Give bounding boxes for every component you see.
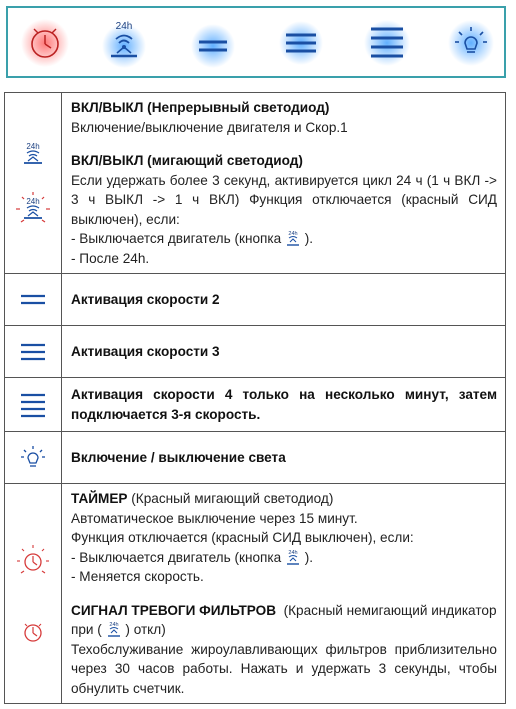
timer-button[interactable] [20, 18, 70, 68]
svg-text:24h: 24h [115, 21, 133, 32]
svg-text:24h: 24h [26, 197, 40, 206]
timer-title: ТАЙМЕР [71, 491, 128, 506]
filter-alarm-title: СИГНАЛ ТРЕВОГИ ФИЛЬТРОВ [71, 602, 277, 618]
timer-icon [20, 18, 70, 68]
svg-text:24h: 24h [288, 231, 298, 237]
motor-24h-blinking-icon [13, 191, 53, 225]
filter-alarm-condition: при ( 24h ) откл) [71, 622, 166, 637]
filter-alarm-text: Техобслуживание жироулавливающих фильтров приблизительно через 30 часов работы. Нажать и удержать 3 секунды, чтобы обнулить счетчик. [71, 641, 497, 696]
motor-24h-button[interactable] [99, 18, 149, 68]
speed4-button[interactable] [362, 18, 412, 68]
onoff-blinking-text: Если удержать более 3 секунд, активируется цикл 24 ч (1 ч ВКЛ -> 3 ч ВЫКЛ -> 1 ч ВКЛ) Функция отключается (красный СИД выключен), если: [71, 172, 497, 227]
timer-icon [21, 620, 45, 644]
speed4-text: Активация скорости 4 только на несколько минут, затем подключается 3-я скорость. [71, 387, 497, 422]
table-row-speed2 [5, 274, 506, 326]
motor-24h-icon [20, 141, 46, 165]
table-row-timer [5, 484, 506, 704]
timer-condition-1: - Выключается двигатель (кнопка 24h ). [71, 549, 314, 565]
onoff-text: Включение/выключение двигателя и Скор.1 [71, 119, 348, 135]
speed2-icon [188, 18, 238, 68]
svg-text:24h: 24h [26, 142, 40, 151]
speed3-icon [276, 18, 326, 68]
motor-24h-inline-icon [285, 229, 301, 247]
onoff-title: ВКЛ/ВЫКЛ (Непрерывный светодиод) [71, 100, 330, 115]
table-row-onoff [5, 93, 506, 274]
timer-blinking-icon [16, 544, 50, 576]
motor-24h-icon [99, 18, 149, 68]
table-row-light [5, 432, 506, 484]
table-row-speed4 [5, 378, 506, 432]
speed4-icon [362, 18, 412, 68]
speed2-button[interactable] [188, 18, 238, 68]
light-text: Включение / выключение света [71, 449, 286, 465]
speed3-icon [19, 341, 47, 363]
speed4-icon [19, 391, 47, 419]
light-icon [20, 445, 46, 471]
speed2-icon [19, 292, 47, 308]
icon-cell [5, 93, 62, 274]
speed3-text: Активация скорости 3 [71, 343, 220, 359]
light-button[interactable] [446, 18, 496, 68]
table-row-speed3 [5, 326, 506, 378]
timer-description: ТАЙМЕР (Красный мигающий светодиод) Автоматическое выключение через 15 минут. Функция отключается (красный СИД выключен), если: - Выключается двигатель (кнопка 24h ). - Меняется скорость. СИГНАЛ ТРЕВОГИ ФИЛЬТРОВ (Красный немигающий индикатор при ( 24h ) откл) Техобслуживание жироулавливающих фильтров приблизительно через 30 часов работы. Нажать и удержать 3 секунды, чтобы обнулить счетчик. [62, 484, 506, 704]
light-icon [446, 18, 496, 68]
svg-text:24h: 24h [109, 622, 119, 628]
function-table [4, 92, 506, 704]
svg-text:24h: 24h [288, 549, 298, 556]
control-panel [6, 6, 506, 78]
onoff-blinking-title: ВКЛ/ВЫКЛ (мигающий светодиод) [71, 153, 303, 168]
motor-24h-inline-icon [285, 548, 301, 566]
onoff-condition-2: - После 24h. [71, 250, 150, 266]
onoff-description [62, 93, 506, 274]
motor-24h-inline-icon [106, 620, 122, 638]
speed2-text: Активация скорости 2 [71, 291, 220, 307]
onoff-condition-1: - Выключается двигатель (кнопка 24h ). [71, 231, 314, 246]
speed3-button[interactable] [276, 18, 326, 68]
